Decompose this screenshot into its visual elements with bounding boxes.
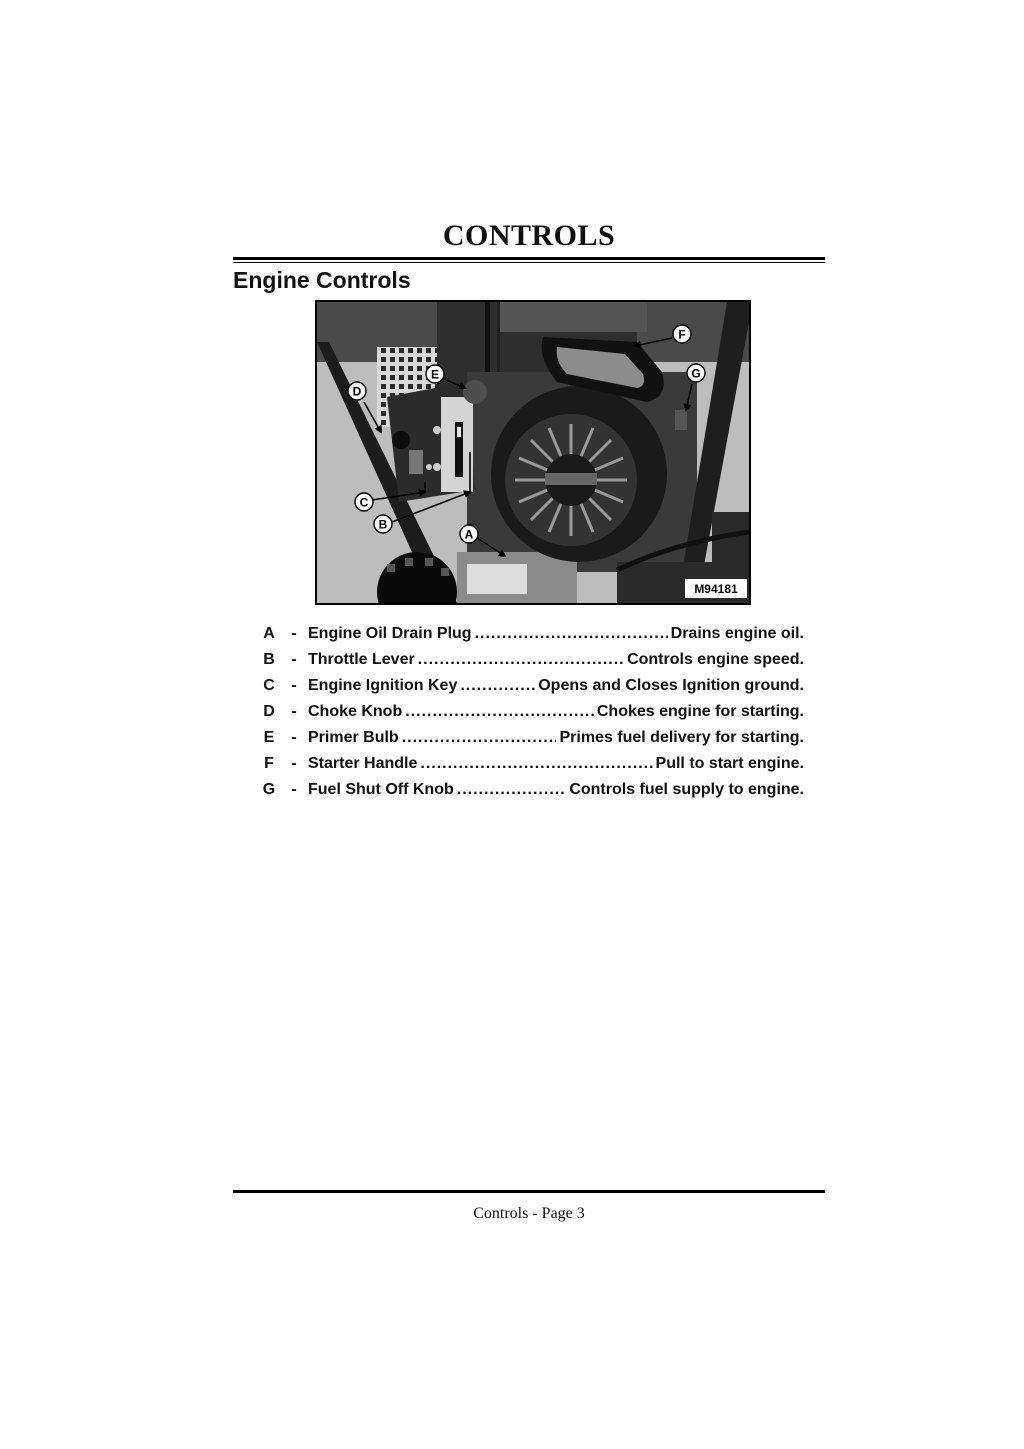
legend-letter: A	[263, 625, 275, 642]
legend-description: Pull to start engine.	[655, 755, 804, 772]
callout-a	[460, 525, 478, 543]
legend-item	[258, 621, 804, 647]
legend-dash: -	[291, 677, 297, 694]
legend-description: Drains engine oil.	[670, 625, 804, 642]
legend-name: Engine Ignition Key	[308, 677, 458, 694]
controls-legend	[258, 621, 804, 803]
callout-d	[348, 382, 366, 400]
legend-leader-dots	[418, 647, 624, 673]
legend-dash: -	[291, 625, 297, 642]
page-title: CONTROLS	[442, 219, 616, 252]
section-title: Engine Controls	[233, 267, 411, 293]
legend-item	[258, 673, 804, 699]
legend-item	[258, 777, 804, 803]
title-rule-thin	[233, 262, 825, 263]
footer-rule	[233, 1190, 825, 1193]
svg-text:F: F	[678, 327, 686, 342]
callout-c	[355, 493, 373, 511]
legend-description: Opens and Closes Ignition ground.	[538, 677, 804, 694]
legend-leader-dots	[475, 621, 668, 647]
engine-photo-illustration	[317, 302, 749, 603]
legend-leader-dots	[402, 725, 557, 751]
callout-f	[673, 325, 691, 343]
legend-item	[258, 725, 804, 751]
legend-letter: D	[263, 703, 275, 720]
legend-leader-dots	[420, 751, 652, 777]
svg-text:B: B	[378, 517, 388, 532]
legend-description: Primes fuel delivery for starting.	[559, 729, 804, 746]
svg-text:G: G	[691, 366, 701, 381]
legend-letter: F	[264, 755, 274, 772]
page-number: Controls - Page 3	[473, 1205, 585, 1222]
legend-letter: G	[262, 781, 276, 798]
legend-name: Engine Oil Drain Plug	[308, 625, 472, 642]
callout-e	[426, 365, 444, 383]
legend-dash: -	[291, 651, 297, 668]
legend-item	[258, 751, 804, 777]
legend-name: Throttle Lever	[308, 651, 415, 668]
legend-dash: -	[291, 729, 297, 746]
legend-leader-dots	[457, 777, 567, 803]
legend-dash: -	[291, 703, 297, 720]
legend-letter: E	[263, 729, 275, 746]
title-rule-thick	[233, 257, 825, 260]
callout-g	[687, 364, 705, 382]
legend-name: Starter Handle	[308, 755, 418, 772]
engine-controls-photo	[315, 300, 751, 605]
legend-description: Chokes engine for starting.	[596, 703, 804, 720]
legend-description: Controls engine speed.	[627, 651, 804, 668]
legend-name: Primer Bulb	[308, 729, 399, 746]
figure-id-label: M94181	[694, 582, 738, 596]
legend-leader-dots	[460, 673, 535, 699]
svg-text:D: D	[352, 384, 362, 399]
legend-name: Fuel Shut Off Knob	[308, 781, 454, 798]
svg-text:E: E	[430, 367, 440, 382]
callout-b	[374, 515, 392, 533]
legend-description: Controls fuel supply to engine.	[569, 781, 804, 798]
legend-item	[258, 647, 804, 673]
legend-letter: B	[263, 651, 275, 668]
legend-item	[258, 699, 804, 725]
legend-leader-dots	[405, 699, 594, 725]
legend-dash: -	[291, 755, 297, 772]
svg-text:A: A	[464, 527, 474, 542]
legend-name: Choke Knob	[308, 703, 403, 720]
svg-text:C: C	[359, 495, 369, 510]
legend-letter: C	[263, 677, 275, 694]
legend-dash: -	[291, 781, 297, 798]
